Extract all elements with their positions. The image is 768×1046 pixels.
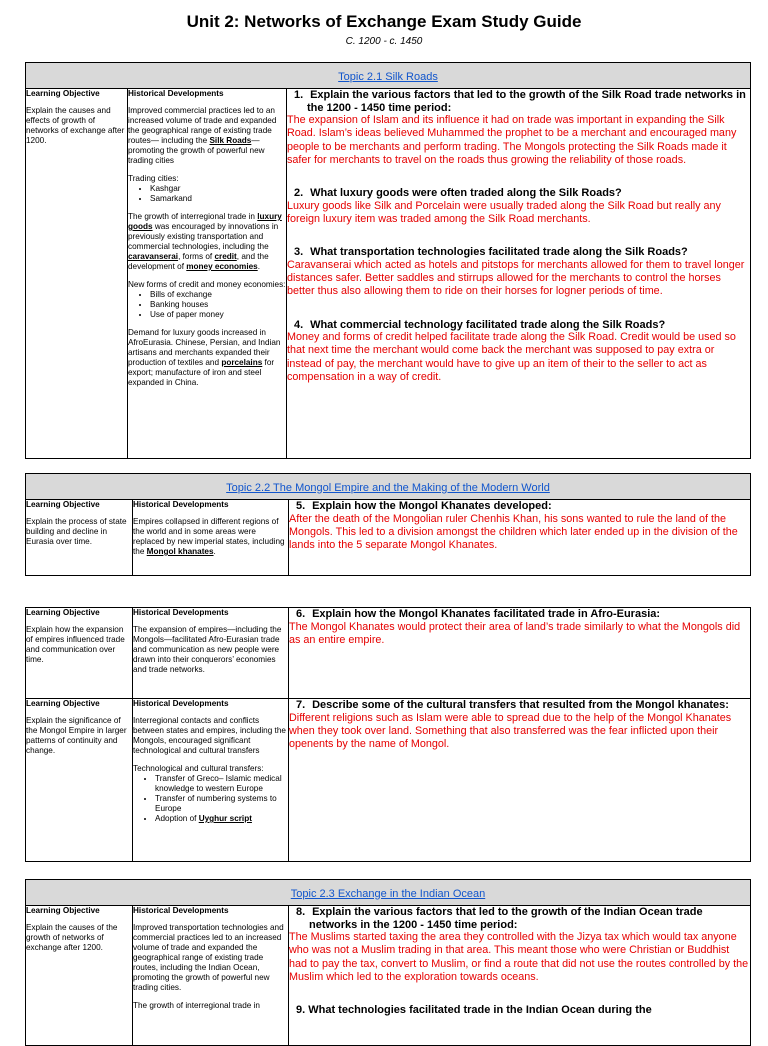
topic-2-2-header bbox=[26, 474, 751, 500]
trading-cities-label: Trading cities: bbox=[128, 174, 179, 183]
question-7: 7. Describe some of the cultural transfers that resulted from the Mongol khanates: bbox=[296, 699, 729, 711]
learning-objective-cell bbox=[26, 89, 128, 459]
trading-cities-list bbox=[128, 184, 286, 204]
list-item: • Transfer of Greco– Islamic medical knowledge to western Europe bbox=[155, 774, 288, 794]
learning-objective-heading: Learning Objective bbox=[26, 699, 100, 708]
question-5: 5. Explain how the Mongol Khanates developed: bbox=[296, 500, 552, 512]
answer-6: The Mongol Khanates would protect their area of land’s trade similarly to what the Mongols did as an entire empire. bbox=[289, 620, 741, 646]
learning-objective-text: Explain the causes and effects of growth of networks of exchange after 1200. bbox=[26, 106, 125, 145]
transfers-list bbox=[133, 774, 288, 824]
topic-2-3-header bbox=[26, 880, 751, 906]
learning-objective-text: Explain the process of state building and decline in Eurasia over time. bbox=[26, 517, 127, 546]
development-paragraph: Demand for luxury goods increased in AfroEurasia. Chinese, Persian, and Indian artisans and merchants expanded their production of textiles and porcelains for export; manufacture of iron and steel expanded in China. bbox=[128, 328, 281, 387]
historical-developments-cell bbox=[133, 906, 289, 1046]
learning-objective-cell bbox=[26, 699, 133, 862]
credit-label: New forms of credit and money economies: bbox=[128, 280, 286, 289]
answer-1: The expansion of Islam and its influence it had on trade was important in expanding the Silk Road. Islam’s ideas believed Muhammed the prophet to be a merchant and encouraged many people to be merchants and perform trading. The Mongols protecting the Silk Roads made it safer for merchants to travel on the roads thus growing the reliability of those roads. bbox=[287, 114, 737, 166]
document-title: Unit 2: Networks of Exchange Exam Study Guide bbox=[186, 12, 582, 31]
learning-objective-text: Explain how the expansion of empires influenced trade and communication over time. bbox=[26, 625, 125, 664]
topic-2-1-header bbox=[26, 63, 751, 89]
learning-objective-cell bbox=[26, 608, 133, 699]
list-item: • Adoption of Uyghur script bbox=[155, 814, 288, 824]
answer-5: After the death of the Mongolian ruler Chenhis Khan, his sons wanted to rule the land of the Mongols. This led to a division amongst the children which later ended up in the division of the lands into the 5 separate Mongol Khanates. bbox=[289, 512, 738, 552]
questions-cell bbox=[287, 89, 751, 459]
question-4: 4. What commercial technology facilitated trade along the Silk Roads? bbox=[294, 318, 666, 331]
learning-objective-heading: Learning Objective bbox=[26, 608, 100, 617]
answer-4: Money and forms of credit helped facilitate trade along the Silk Road. Credit would be used so that next time the merchant would come back the merchant was supposed to pay extra or instead of pay, the merchant would have to give up an item of their to the seller to act as compensation in a way of credit. bbox=[287, 331, 736, 384]
topic-2-2-table bbox=[25, 473, 751, 576]
historical-developments-heading: Historical Developments bbox=[133, 608, 229, 617]
list-item: • Bills of exchange bbox=[150, 290, 286, 300]
mongol-trade-table bbox=[25, 607, 751, 862]
question-2: 2. What luxury goods were often traded along the Silk Roads? bbox=[294, 187, 622, 200]
development-paragraph: Empires collapsed in different regions of the world and in some areas were replaced by new imperial states, including the Mongol khanates. bbox=[133, 517, 285, 556]
list-item: • Use of paper money bbox=[150, 310, 286, 320]
document-subtitle: C. 1200 - c. 1450 bbox=[345, 36, 423, 47]
development-paragraph: Improved transportation technologies and commercial practices led to an increased volume of trade and expanded the geographical range of existing trade routes, including the Indian Ocean, promoting the growth of powerful new trading cities. bbox=[133, 923, 284, 992]
answer-8: The Muslims started taxing the area they controlled with the Jizya tax which would tax anyone who was not a Muslim trading in that area. This meant those who were Christian or Buddhist had to pay the tax, convert to Muslim, or find a route that did not use the routes controlled by the Muslim which led to the exploration towards oceans. bbox=[289, 931, 749, 983]
question-9: 9. What technologies facilitated trade in the Indian Ocean during the bbox=[296, 1004, 652, 1017]
historical-developments-heading: Historical Developments bbox=[128, 89, 224, 98]
learning-objective-text: Explain the causes of the growth of networks of exchange after 1200. bbox=[26, 923, 118, 952]
transfers-label: Technological and cultural transfers: bbox=[133, 764, 264, 773]
learning-objective-heading: Learning Objective bbox=[26, 89, 100, 98]
questions-cell bbox=[289, 608, 751, 699]
question-8: 8. Explain the various factors that led to the growth of the Indian Ocean trade networks in the 1200 - 1450 time period: bbox=[296, 906, 703, 931]
historical-developments-cell bbox=[133, 500, 289, 576]
development-paragraph: Improved commercial practices led to an increased volume of trade and expanded the geographical range of existing trade routes— including the Silk Roads—promoting the growth of powerful new trading cities bbox=[128, 106, 277, 165]
answer-7: Different religions such as Islam were able to spread due to the help of the Mongol Khanates when they took over land. Something that also transferred was the fear inflicted upon their openents by the name of Mongol. bbox=[289, 711, 732, 751]
question-6: 6. Explain how the Mongol Khanates facilitated trade in Afro-Eurasia: bbox=[296, 608, 661, 620]
learning-objective-cell bbox=[26, 500, 133, 576]
list-item: • Samarkand bbox=[150, 194, 286, 204]
learning-objective-text: Explain the significance of the Mongol Empire in larger patterns of continuity and change. bbox=[26, 716, 127, 755]
topic-2-3-table bbox=[25, 879, 751, 1046]
topic-2-1-link[interactable]: Topic 2.1 Silk Roads bbox=[338, 70, 438, 83]
historical-developments-heading: Historical Developments bbox=[133, 906, 229, 915]
topic-2-2-link[interactable]: Topic 2.2 The Mongol Empire and the Making of the Modern World bbox=[226, 481, 550, 494]
list-item: • Banking houses bbox=[150, 300, 286, 310]
topic-2-3-link[interactable]: Topic 2.3 Exchange in the Indian Ocean bbox=[290, 887, 486, 900]
historical-developments-heading: Historical Developments bbox=[133, 500, 229, 509]
development-paragraph: The growth of interregional trade in luxury goods was encouraged by innovations in previously existing transportation and commercial technologies, including the caravanserai, forms of credit, and the development of money economies. bbox=[128, 212, 282, 271]
learning-objective-heading: Learning Objective bbox=[26, 906, 100, 915]
learning-objective-cell bbox=[26, 906, 133, 1046]
historical-developments-cell bbox=[133, 608, 289, 699]
learning-objective-heading: Learning Objective bbox=[26, 500, 100, 509]
questions-cell bbox=[289, 500, 751, 576]
question-1: 1. Explain the various factors that led to the growth of the Silk Road trade networks in the 1200 - 1450 time period: bbox=[294, 89, 746, 114]
development-paragraph: The growth of interregional trade in bbox=[133, 1001, 260, 1010]
question-3: 3. What transportation technologies facilitated trade along the Silk Roads? bbox=[294, 246, 688, 259]
list-item: • Kashgar bbox=[150, 184, 286, 194]
answer-3: Caravanserai which acted as hotels and pitstops for merchants allowed for them to travel longer distances safer. Better saddles and stirrups allowed for the merchants to control the horses better thus also allowing them to ride on their horses for logner periods of time. bbox=[287, 258, 745, 298]
credit-list bbox=[128, 290, 286, 320]
historical-developments-heading: Historical Developments bbox=[133, 699, 229, 708]
questions-cell bbox=[289, 699, 751, 862]
answer-2: Luxury goods like Silk and Porcelain were usually traded along the Silk Road but really any foreign luxury item was traded among the Silk Road merchants. bbox=[287, 199, 721, 225]
questions-cell bbox=[289, 906, 751, 1046]
topic-2-1-table bbox=[25, 62, 751, 459]
development-paragraph: The expansion of empires—including the Mongols—facilitated Afro-Eurasian trade and communication as new people were drawn into their conquerors’ economies and trade networks. bbox=[133, 625, 282, 674]
development-paragraph: Interregional contacts and conflicts between states and empires, including the Mongols, encouraged significant technological and cultural transfers bbox=[133, 716, 286, 755]
list-item: • Transfer of numbering systems to Europe bbox=[155, 794, 288, 814]
historical-developments-cell bbox=[128, 89, 287, 459]
historical-developments-cell bbox=[133, 699, 289, 862]
